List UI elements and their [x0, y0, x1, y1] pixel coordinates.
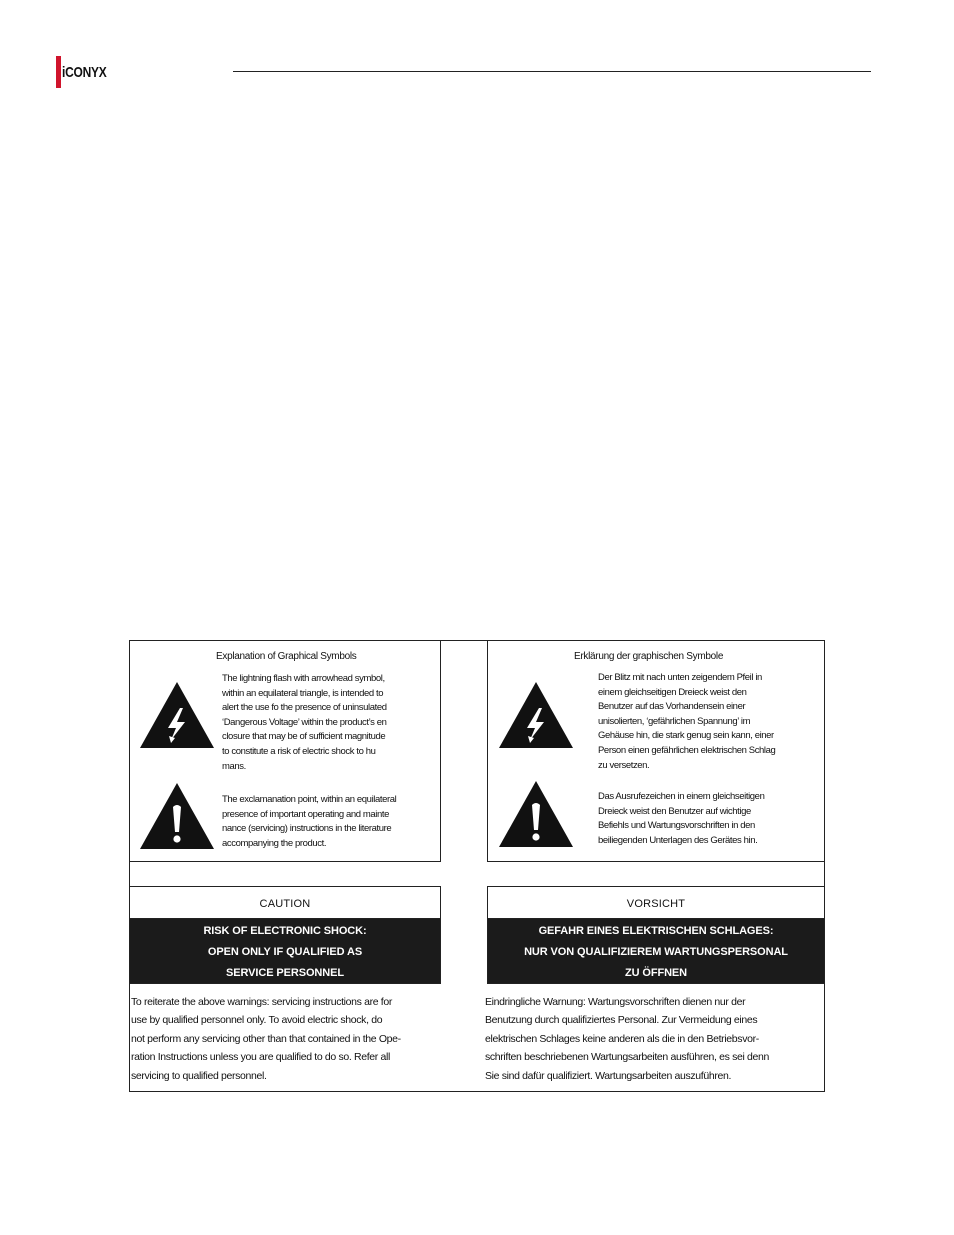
- logo-text: iCONYX: [62, 64, 107, 81]
- english-caution-box: [129, 886, 441, 984]
- exclamation-triangle-icon: [138, 781, 216, 851]
- text-line: to constitute a risk of electric shock to hu: [222, 745, 376, 757]
- text-line: nance (servicing) instructions in the literature: [222, 823, 392, 835]
- english-exclamation-text: [222, 793, 396, 851]
- text-line: Befiehls und Wartungsvorschriften in den: [598, 820, 755, 832]
- text-line: Eindringliche Warnung: Wartungsvorschriften dienen nur der: [485, 996, 746, 1008]
- lightning-triangle-icon: [138, 680, 216, 750]
- caution-line: RISK OF ELECTRONIC SHOCK:: [203, 925, 367, 937]
- caution-line: SERVICE PERSONNEL: [226, 967, 344, 979]
- caution-heading: CAUTION: [130, 887, 440, 919]
- text-line: elektrischen Schlages keine anderen als die in den Betriebsvor-: [485, 1032, 759, 1045]
- vorsicht-heading: VORSICHT: [488, 887, 824, 919]
- text-line: zu versetzen.: [598, 759, 650, 771]
- text-line: Dreieck weist den Benutzer auf wichtige: [598, 805, 751, 817]
- text-line: mans.: [222, 760, 246, 772]
- caution-line: NUR VON QUALIFIZIEREM WARTUNGSPERSONAL: [524, 946, 788, 958]
- caution-line: GEFAHR EINES ELEKTRISCHEN SCHLAGES:: [538, 925, 774, 937]
- german-exclamation-text: [598, 790, 764, 848]
- text-line: within an equilateral triangle, is intended to: [222, 687, 384, 699]
- text-line: closure that may be of sufficient magnitude: [222, 731, 386, 743]
- text-line: To reiterate the above warnings: servicing instructions are for: [131, 996, 393, 1008]
- german-lightning-text: [598, 671, 775, 773]
- german-notice-paragraph: [485, 993, 827, 1085]
- text-line: Sie sind dafür qualifiziert. Wartungsarbeiten auszuführen.: [485, 1069, 732, 1082]
- english-symbols-box: [129, 640, 441, 862]
- text-line: use by qualified personnel only. To avoid electric shock, do: [131, 1014, 383, 1027]
- caution-line: ZU ÖFFNEN: [624, 967, 688, 979]
- text-line: beiliegenden Unterlagen des Gerätes hin.: [598, 834, 758, 846]
- text-line: schriften beschriebenen Wartungsarbeiten ausführen, es sei denn: [485, 1051, 769, 1064]
- text-line: The lightning flash with arrowhead symbol,: [222, 673, 385, 684]
- caution-warning-block: [130, 919, 440, 983]
- german-symbols-box: [487, 640, 825, 862]
- text-line: accompanying the product.: [222, 837, 327, 849]
- text-line: Das Ausrufezeichen in einem gleichseitigen: [598, 791, 765, 802]
- text-line: not perform any servicing other than that contained in the Ope-: [131, 1032, 401, 1045]
- text-line: unisolierten, ‘gefährlichen Spannung’ im: [598, 715, 751, 727]
- text-line: ration Instructions unless you are qualified to do so. Refer all: [131, 1051, 390, 1064]
- text-line: Benutzung durch qualifiziertes Personal. Zur Vermeidung eines: [485, 1014, 758, 1027]
- english-notice-paragraph: [131, 993, 443, 1085]
- caution-line: OPEN ONLY IF QUALIFIED AS: [207, 946, 363, 958]
- iconyx-logo: [56, 56, 108, 88]
- text-line: servicing to qualified personnel.: [131, 1069, 267, 1082]
- text-line: The exclamanation point, within an equilateral: [222, 794, 397, 805]
- logo-red-bar: [56, 56, 61, 88]
- lightning-triangle-icon: [497, 680, 575, 750]
- text-line: Person einen gefährlichen elektrischen Schlag: [598, 744, 776, 756]
- german-caution-box: [487, 886, 825, 984]
- english-symbols-title: Explanation of Graphical Symbols: [216, 651, 357, 662]
- english-lightning-text: [222, 672, 387, 774]
- header-rule: [233, 71, 871, 72]
- exclamation-triangle-icon: [497, 779, 575, 849]
- text-line: Benutzer auf das Vorhandensein einer: [598, 701, 746, 713]
- text-line: einem gleichseitigen Dreieck weist den: [598, 686, 747, 698]
- text-line: alert the use fo the presence of uninsulated: [222, 702, 387, 714]
- vorsicht-warning-block: [488, 919, 824, 983]
- text-line: ‘Dangerous Voltage’ within the product’s en: [222, 716, 387, 728]
- german-symbols-title: Erklärung der graphischen Symbole: [574, 651, 724, 662]
- text-line: Der Blitz mit nach unten zeigendem Pfeil in: [598, 672, 762, 683]
- text-line: presence of important operating and mainte: [222, 808, 389, 820]
- text-line: Gehäuse hin, die stark genug sein kann, einer: [598, 730, 774, 742]
